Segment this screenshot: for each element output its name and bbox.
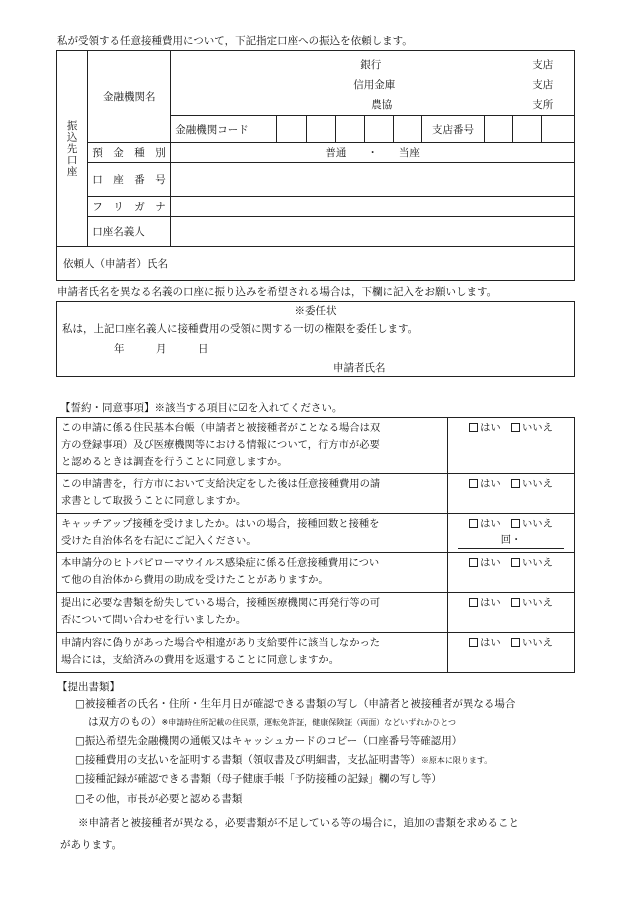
document-item-1-cont: は双方のもの）※申請時住所記載の住民票，運転免許証，健康保険証（両面）などいずれかひとつ — [88, 716, 457, 728]
documents-note-line2: があります。 — [60, 839, 123, 851]
delegation-body: 私は，上記口座名義人に接種費用の受領に関する一切の権限を委任します。 — [62, 323, 419, 335]
pledge-answer-4: はい いいえ — [448, 553, 575, 593]
branch-type-3: 支所 — [532, 99, 554, 111]
no-checkbox[interactable] — [511, 479, 520, 488]
requester-name-label: 依頼人（申請者）氏名 — [63, 258, 168, 270]
institution-code-box-2[interactable] — [306, 116, 335, 143]
account-number-field[interactable] — [171, 163, 575, 197]
pledge-question-6: 申請内容に偽りがあった場合や相違があり支給要件に該当しなかった 場合には，支給済みの費用を返還することに同意しますか。 — [57, 633, 448, 673]
deposit-type-label: 預 金 種 別 — [88, 143, 171, 163]
delegation-date[interactable]: 年 月 日 — [114, 343, 209, 355]
document-item-4[interactable]: □接種記録が確認できる書類（母子健康手帳「予防接種の記録」欄の写し等） — [75, 773, 442, 785]
no-checkbox[interactable] — [511, 638, 520, 647]
no-checkbox[interactable] — [511, 423, 520, 432]
vaccination-count-field[interactable]: 回・ — [458, 533, 564, 549]
requester-name-field[interactable] — [57, 247, 575, 281]
pledge-table — [56, 417, 575, 673]
account-number-label: 口 座 番 号 — [88, 163, 171, 197]
pledge-question-4: 本申請分のヒトパピローマウイルス感染症に係る任意接種費用につい て他の自治体から費用の助成を受けたことがありますか。 — [57, 553, 448, 593]
furigana-label: フ リ ガ ナ — [88, 197, 171, 217]
pledge-question-3: キャッチアップ接種を受けましたか。はいの場合，接種回数と接種を 受けた自治体名を右記にご記入ください。 — [57, 514, 448, 553]
document-item-5[interactable]: □その他，市長が必要と認める書類 — [75, 793, 243, 805]
yes-checkbox[interactable] — [469, 558, 478, 567]
account-holder-field[interactable] — [171, 217, 575, 247]
delegation-applicant-name[interactable]: 申請者氏名 — [333, 362, 386, 374]
institution-name-field[interactable] — [171, 51, 575, 116]
branch-number-box-2[interactable] — [513, 116, 542, 143]
branch-type-2: 支店 — [532, 79, 554, 91]
pledge-answer-1: はい いいえ — [448, 418, 575, 474]
document-item-2[interactable]: □振込希望先金融機関の通帳又はキャッシュカードのコピー（口座番号等確認用） — [75, 735, 463, 747]
documents-heading: 【提出書類】 — [57, 681, 120, 693]
branch-type-1: 支店 — [532, 59, 554, 71]
institution-code-box-1[interactable] — [276, 116, 306, 143]
inst-type-shinkin: 信用金庫 — [353, 79, 396, 91]
document-item-3[interactable]: □接種費用の支払いを証明する書類（領収書及び明細書，支払証明書等）※原本に限ります。 — [75, 754, 493, 766]
yes-checkbox[interactable] — [469, 638, 478, 647]
delegation-note: 申請者氏名を異なる名義の口座に振り込みを希望される場合は，下欄に記入をお願いします。 — [57, 286, 498, 298]
pledge-question-5: 提出に必要な書類を紛失している場合，接種医療機関に再発行等の可 否について問い合わせを行いましたか。 — [57, 593, 448, 633]
institution-code-box-4[interactable] — [364, 116, 393, 143]
furigana-field[interactable] — [171, 197, 575, 217]
pledge-answer-3: はい いいえ 回・ — [448, 514, 575, 553]
inst-type-nokyo: 農協 — [371, 99, 393, 111]
delegation-box — [56, 301, 575, 377]
documents-note-line1: ※申請者と被接種者が異なる，必要書類が不足している等の場合に，追加の書類を求めること — [78, 817, 519, 829]
deposit-type-options[interactable]: 普通 ・ 当座 — [171, 143, 575, 163]
institution-code-box-5[interactable] — [393, 116, 421, 143]
pledge-answer-5: はい いいえ — [448, 593, 575, 633]
intro-text: 私が受領する任意接種費用について，下記指定口座への振込を依頼します。 — [57, 35, 413, 47]
pledge-question-1: この申請に係る住民基本台帳（申請者と被接種者がことなる場合は双 方の登録事項）及び医療機関等における情報について，行方市が必要 と認めるときは調査を行うことに同意しますか。 — [57, 418, 448, 474]
branch-number-label: 支店番号 — [421, 116, 485, 143]
institution-name-label: 金融機関名 — [88, 51, 171, 143]
pledge-answer-2: はい いいえ — [448, 474, 575, 514]
transfer-account-label: 振込先口座 — [57, 51, 88, 247]
yes-checkbox[interactable] — [469, 479, 478, 488]
inst-type-bank: 銀行 — [360, 59, 382, 71]
yes-checkbox[interactable] — [469, 423, 478, 432]
institution-code-label: 金融機関コード — [171, 116, 277, 143]
delegation-title: ※委任状 — [294, 305, 337, 317]
bank-account-table — [56, 50, 575, 281]
institution-code-box-3[interactable] — [335, 116, 364, 143]
yes-checkbox[interactable] — [469, 519, 478, 528]
no-checkbox[interactable] — [511, 558, 520, 567]
account-holder-label: 口座名義人 — [88, 217, 171, 247]
pledge-answer-6: はい いいえ — [448, 633, 575, 673]
no-checkbox[interactable] — [511, 598, 520, 607]
yes-checkbox[interactable] — [469, 598, 478, 607]
branch-number-box-3[interactable] — [542, 116, 575, 143]
pledge-heading: 【誓約・同意事項】※該当する項目に☑を入れてください。 — [60, 402, 343, 414]
branch-number-box-1[interactable] — [485, 116, 513, 143]
document-item-1[interactable]: □被接種者の氏名・住所・生年月日が確認できる書類の写し（申請者と被接種者が異なる場合 — [75, 698, 516, 710]
no-checkbox[interactable] — [511, 519, 520, 528]
pledge-question-2: この申請書を，行方市において支給決定をした後は任意接種費用の請 求書として取扱うことに同意しますか。 — [57, 474, 448, 514]
